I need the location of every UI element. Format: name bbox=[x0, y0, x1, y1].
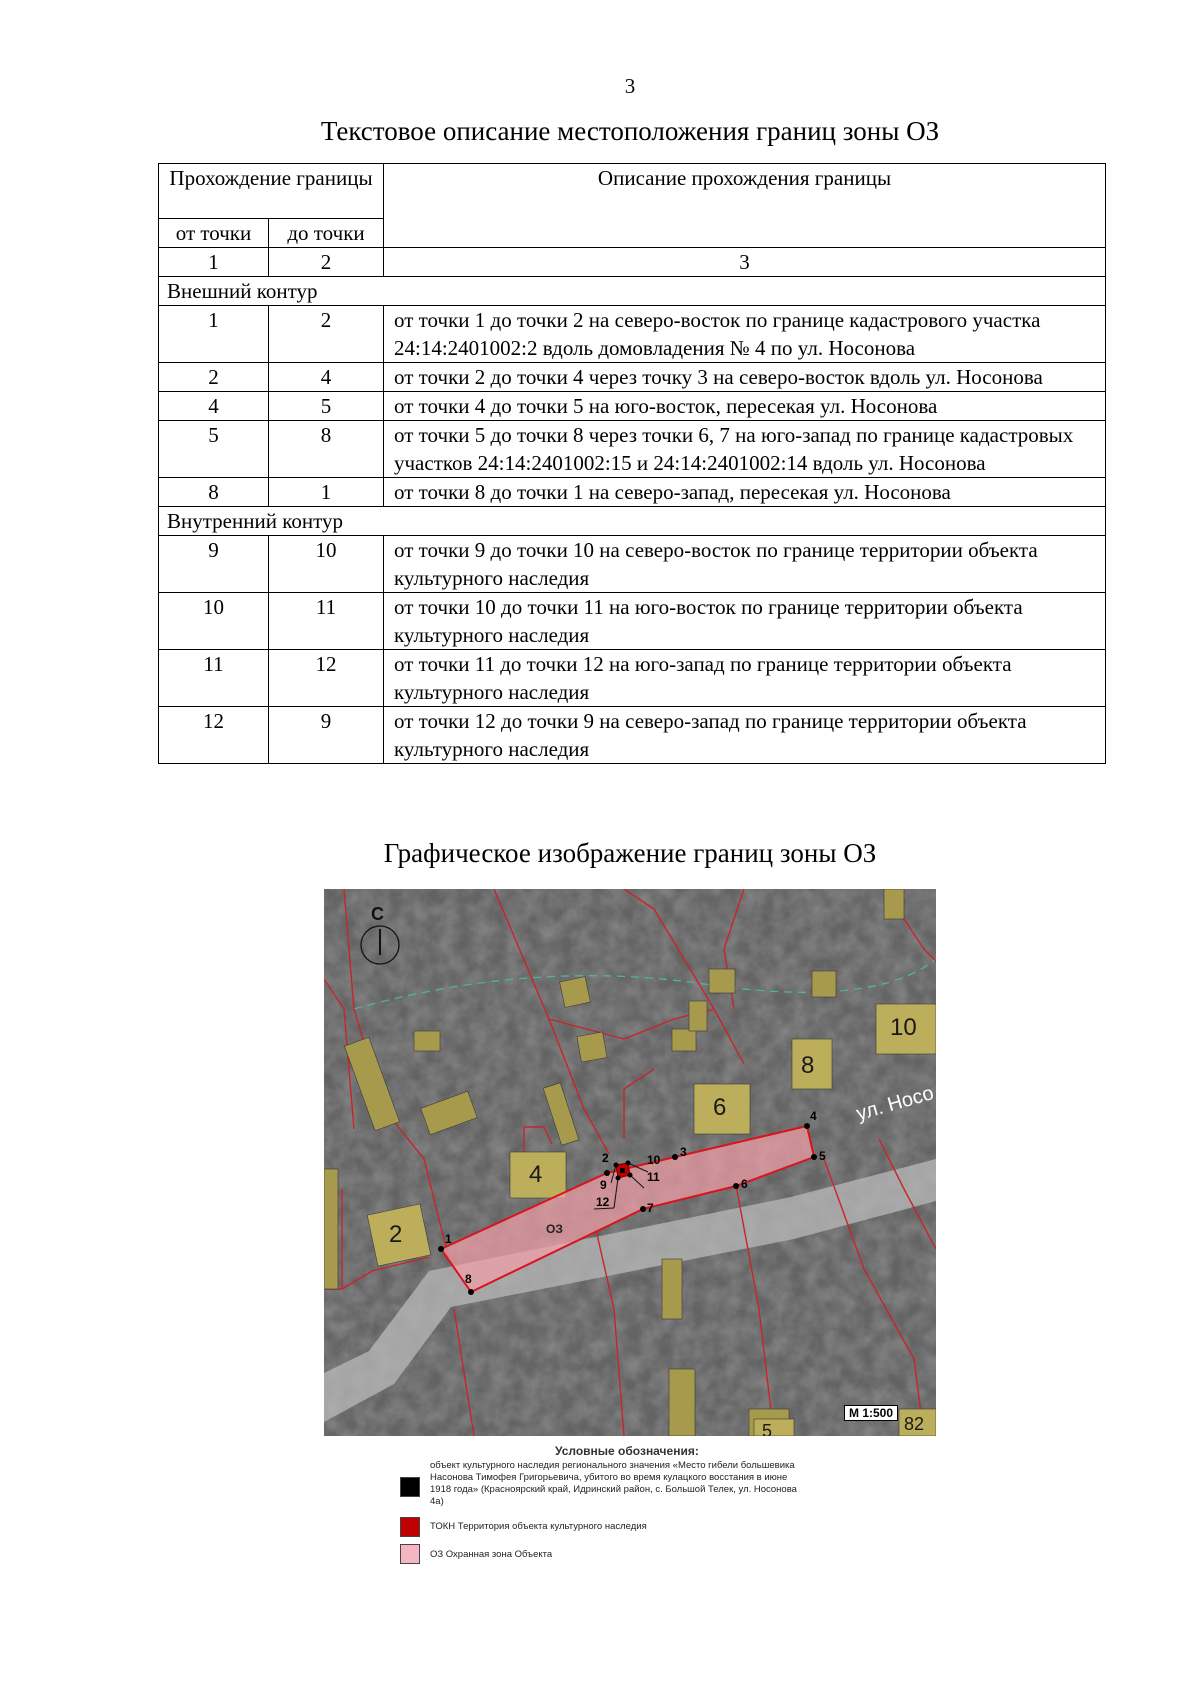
house-number: 82 bbox=[904, 1414, 925, 1434]
legend-text: объект культурного наследия регионального значения «Место гибели большевика Насонова Тимофея Григорьевича, убитого во время кулацкого восстания в июне 1918 года» (Красноярский край, Идринский район, с. Большой Телек, ул. Носонова 4а) bbox=[430, 1460, 797, 1507]
header-passage: Прохождение границы bbox=[159, 164, 384, 219]
cell-from: 5 bbox=[159, 421, 269, 478]
cell-from: 8 bbox=[159, 478, 269, 507]
cell-to: 8 bbox=[269, 421, 384, 478]
point-label: 2 bbox=[602, 1151, 609, 1165]
house-number: 10 bbox=[890, 1014, 917, 1041]
cell-to: 1 bbox=[269, 478, 384, 507]
map-legend bbox=[400, 1444, 830, 1564]
north-label: С bbox=[371, 904, 384, 924]
zone-label: ОЗ bbox=[546, 1222, 563, 1236]
header-num: 3 bbox=[384, 248, 1106, 277]
cell-to: 5 bbox=[269, 392, 384, 421]
point-marker bbox=[811, 1154, 817, 1160]
boundary-map bbox=[324, 889, 936, 1436]
cell-from: 11 bbox=[159, 650, 269, 707]
point-marker bbox=[616, 1176, 621, 1181]
text-section-title: Текстовое описание местоположения границ зоны ОЗ bbox=[320, 116, 940, 146]
cell-description: от точки 9 до точки 10 на северо-восток по границе территории объекта культурного наследия bbox=[384, 536, 1106, 593]
table-row bbox=[159, 392, 1106, 421]
point-label: 7 bbox=[647, 1201, 654, 1215]
cell-description: от точки 8 до точки 1 на северо-запад, пересекая ул. Носонова bbox=[384, 478, 1106, 507]
table-row bbox=[159, 593, 1106, 650]
point-label: 4 bbox=[810, 1109, 817, 1123]
boundary-table bbox=[158, 163, 1106, 764]
point-label: 11 bbox=[647, 1170, 660, 1184]
cell-from: 10 bbox=[159, 593, 269, 650]
point-label: 12 bbox=[596, 1195, 610, 1209]
point-marker bbox=[733, 1183, 739, 1189]
page-number: 3 bbox=[624, 74, 636, 98]
cell-from: 9 bbox=[159, 536, 269, 593]
legend-text: ОЗ Охранная зона Объекта bbox=[430, 1549, 553, 1560]
heritage-object-marker bbox=[620, 1168, 625, 1173]
point-marker bbox=[628, 1173, 633, 1178]
cell-from: 1 bbox=[159, 306, 269, 363]
cell-description: от точки 10 до точки 11 на юго-восток по границе территории объекта культурного наследия bbox=[384, 593, 1106, 650]
table-row bbox=[159, 536, 1106, 593]
cell-description: от точки 4 до точки 5 на юго-восток, пересекая ул. Носонова bbox=[384, 392, 1106, 421]
point-marker bbox=[626, 1161, 631, 1166]
legend-swatch bbox=[400, 1517, 420, 1537]
point-label: 5 bbox=[819, 1149, 826, 1163]
table-row bbox=[159, 650, 1106, 707]
graphic-section-title: Графическое изображение границ зоны ОЗ bbox=[383, 838, 877, 868]
house-5x bbox=[754, 1419, 794, 1436]
cell-description: от точки 1 до точки 2 на северо-восток по границе кадастрового участка 24:14:2401002:2 вдоль домовладения № 4 по ул. Носонова bbox=[384, 306, 1106, 363]
cell-description: от точки 11 до точки 12 на юго-запад по границе территории объекта культурного наследия bbox=[384, 650, 1106, 707]
table-row bbox=[159, 363, 1106, 392]
header-num: 2 bbox=[269, 248, 384, 277]
legend-swatch bbox=[400, 1544, 420, 1564]
street-label: ул. Носо bbox=[854, 1082, 936, 1126]
point-label: 8 bbox=[465, 1272, 472, 1286]
cell-to: 9 bbox=[269, 707, 384, 764]
cell-to: 10 bbox=[269, 536, 384, 593]
legend-item bbox=[400, 1544, 830, 1566]
house-number: 2 bbox=[389, 1221, 403, 1248]
point-marker bbox=[604, 1170, 610, 1176]
legend-item bbox=[400, 1460, 830, 1518]
cell-to: 4 bbox=[269, 363, 384, 392]
header-to: до точки bbox=[269, 219, 384, 248]
cell-description: от точки 5 до точки 8 через точки 6, 7 на юго-запад по границе кадастровых участков 24:14:2401002:15 и 24:14:2401002:14 вдоль ул. Носонова bbox=[384, 421, 1106, 478]
point-marker bbox=[672, 1154, 678, 1160]
legend-title: Условные обозначения: bbox=[555, 1444, 699, 1458]
house-number: 5 bbox=[762, 1421, 773, 1436]
legend-text: ТОКН Территория объекта культурного наследия bbox=[430, 1521, 647, 1532]
table-row bbox=[159, 306, 1106, 363]
header-from: от точки bbox=[159, 219, 269, 248]
point-label: 6 bbox=[741, 1177, 748, 1191]
house-number: 6 bbox=[713, 1094, 727, 1121]
point-label: 3 bbox=[680, 1145, 687, 1159]
table-row bbox=[159, 707, 1106, 764]
point-label: 10 bbox=[647, 1153, 661, 1167]
cell-description: от точки 12 до точки 9 на северо-запад по границе территории объекта культурного наследия bbox=[384, 707, 1106, 764]
cell-from: 2 bbox=[159, 363, 269, 392]
cell-from: 4 bbox=[159, 392, 269, 421]
header-num: 1 bbox=[159, 248, 269, 277]
legend-swatch bbox=[400, 1477, 420, 1497]
cell-from: 12 bbox=[159, 707, 269, 764]
point-marker bbox=[468, 1289, 474, 1295]
cell-description: от точки 2 до точки 4 через точку 3 на северо-восток вдоль ул. Носонова bbox=[384, 363, 1106, 392]
point-marker bbox=[804, 1123, 810, 1129]
scale-label: М 1:500 bbox=[844, 1405, 898, 1421]
house-number: 8 bbox=[801, 1052, 815, 1079]
point-marker bbox=[438, 1246, 444, 1252]
table-row bbox=[159, 478, 1106, 507]
point-label: 1 bbox=[445, 1232, 452, 1246]
point-marker bbox=[640, 1206, 646, 1212]
point-label: 9 bbox=[600, 1178, 607, 1192]
cell-to: 2 bbox=[269, 306, 384, 363]
house-number: 4 bbox=[529, 1161, 543, 1188]
point-marker bbox=[614, 1163, 619, 1168]
legend-item bbox=[400, 1517, 830, 1539]
header-description: Описание прохождения границы bbox=[384, 164, 1106, 248]
cell-to: 12 bbox=[269, 650, 384, 707]
cell-to: 11 bbox=[269, 593, 384, 650]
section-title-outer: Внешний контур bbox=[159, 277, 1106, 306]
table-row bbox=[159, 421, 1106, 478]
section-title-inner: Внутренний контур bbox=[159, 507, 1106, 536]
